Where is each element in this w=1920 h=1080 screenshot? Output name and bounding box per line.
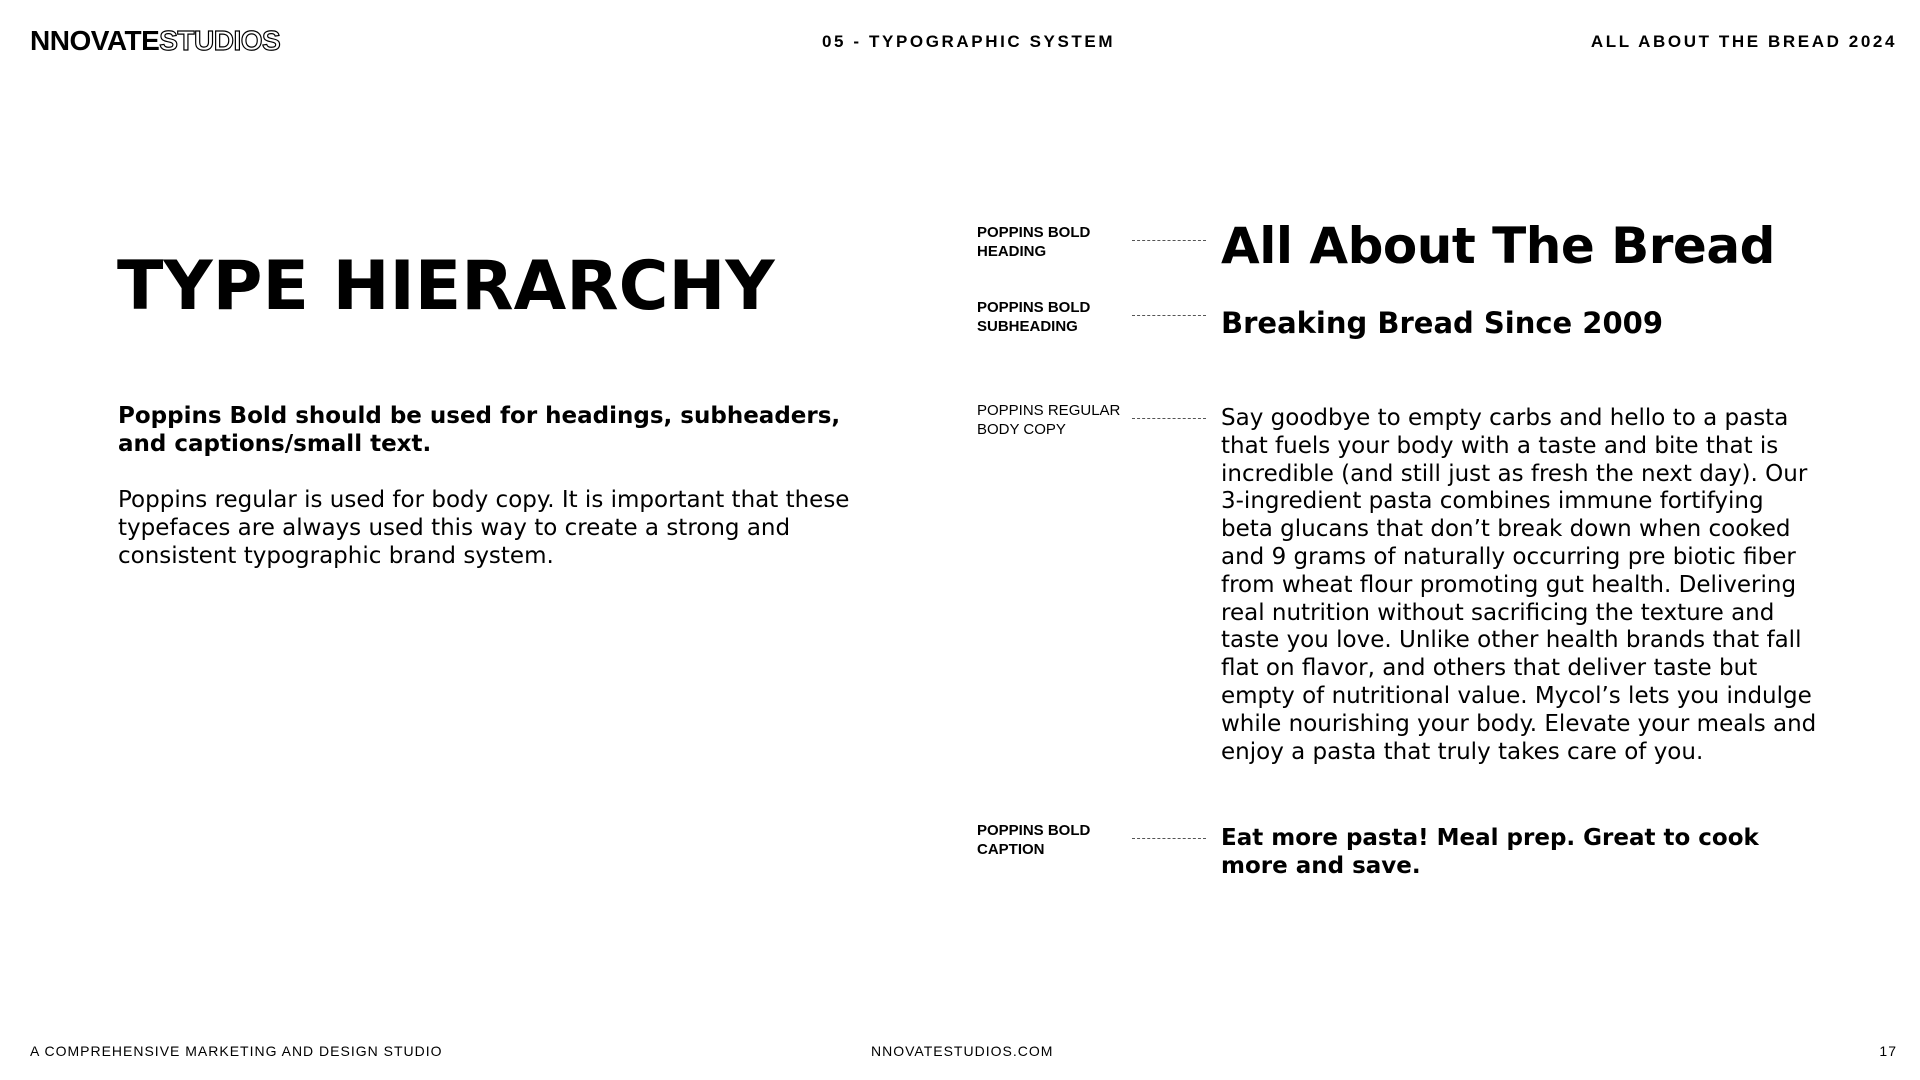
project-title: ALL ABOUT THE BREAD 2024	[1590, 32, 1897, 51]
dashed-leader-line	[1132, 315, 1206, 316]
specimen-label-body	[977, 401, 1137, 439]
footer-website-link[interactable]: NNOVATESTUDIOS.COM	[871, 1043, 1054, 1059]
dashed-leader-line	[1132, 240, 1206, 241]
specimen-label-line: BODY COPY	[977, 421, 1066, 438]
specimen-label-line: POPPINS REGULAR	[977, 402, 1121, 419]
specimen-sample-body: Say goodbye to empty carbs and hello to a pasta that fuels your body with a taste and bite that is incredible (and still just as fresh the next day). Our 3-ingredient pasta combines immune fortifying beta glucans that don’t break down when cooked and 9 grams of naturally occurring pre biotic fiber from wheat flour promoting gut health. Delivering real nutrition without sacrificing the texture and taste you love. Unlike other health brands that fall flat on flavor, and others that deliver taste but empty of nutritional value. Mycol’s lets you indulge while nourishing your body. Elevate your meals and enjoy a pasta that truly takes care of you.	[1221, 405, 1817, 765]
logo-wordmark-outline: STUDIOS	[159, 25, 281, 56]
specimen-label-line: POPPINS BOLD	[977, 299, 1091, 316]
studio-logo	[30, 27, 280, 55]
section-title: 05 - TYPOGRAPHIC SYSTEM	[822, 32, 1116, 51]
footer-tagline: A COMPREHENSIVE MARKETING AND DESIGN STUDIO	[30, 1043, 443, 1059]
specimen-sample-heading: All About The Bread	[1221, 217, 1775, 275]
specimen-label-subheading	[977, 298, 1137, 336]
specimen-label-line: SUBHEADING	[977, 318, 1078, 335]
page-title: TYPE HIERARCHY	[117, 247, 775, 326]
specimen-label-line: HEADING	[977, 243, 1047, 260]
specimen-label-line: POPPINS BOLD	[977, 822, 1091, 839]
specimen-sample-subheading: Breaking Bread Since 2009	[1221, 306, 1664, 340]
specimen-label-heading	[977, 223, 1137, 261]
specimen-label-line: CAPTION	[977, 841, 1045, 858]
dashed-leader-line	[1132, 418, 1206, 419]
specimen-label-line: POPPINS BOLD	[977, 224, 1091, 241]
specimen-label-caption	[977, 821, 1137, 859]
page-number: 17	[1879, 1043, 1897, 1059]
dashed-leader-line	[1132, 838, 1206, 839]
intro-bold-paragraph: Poppins Bold should be used for headings, subheaders, and captions/small text.	[118, 403, 841, 457]
logo-wordmark-solid: NNOVATE	[30, 25, 160, 56]
specimen-sample-caption: Eat more pasta! Meal prep. Great to cook more and save.	[1221, 825, 1759, 879]
intro-regular-paragraph: Poppins regular is used for body copy. It is important that these typefaces are always used this way to create a strong and consistent typographic brand system.	[118, 487, 850, 569]
